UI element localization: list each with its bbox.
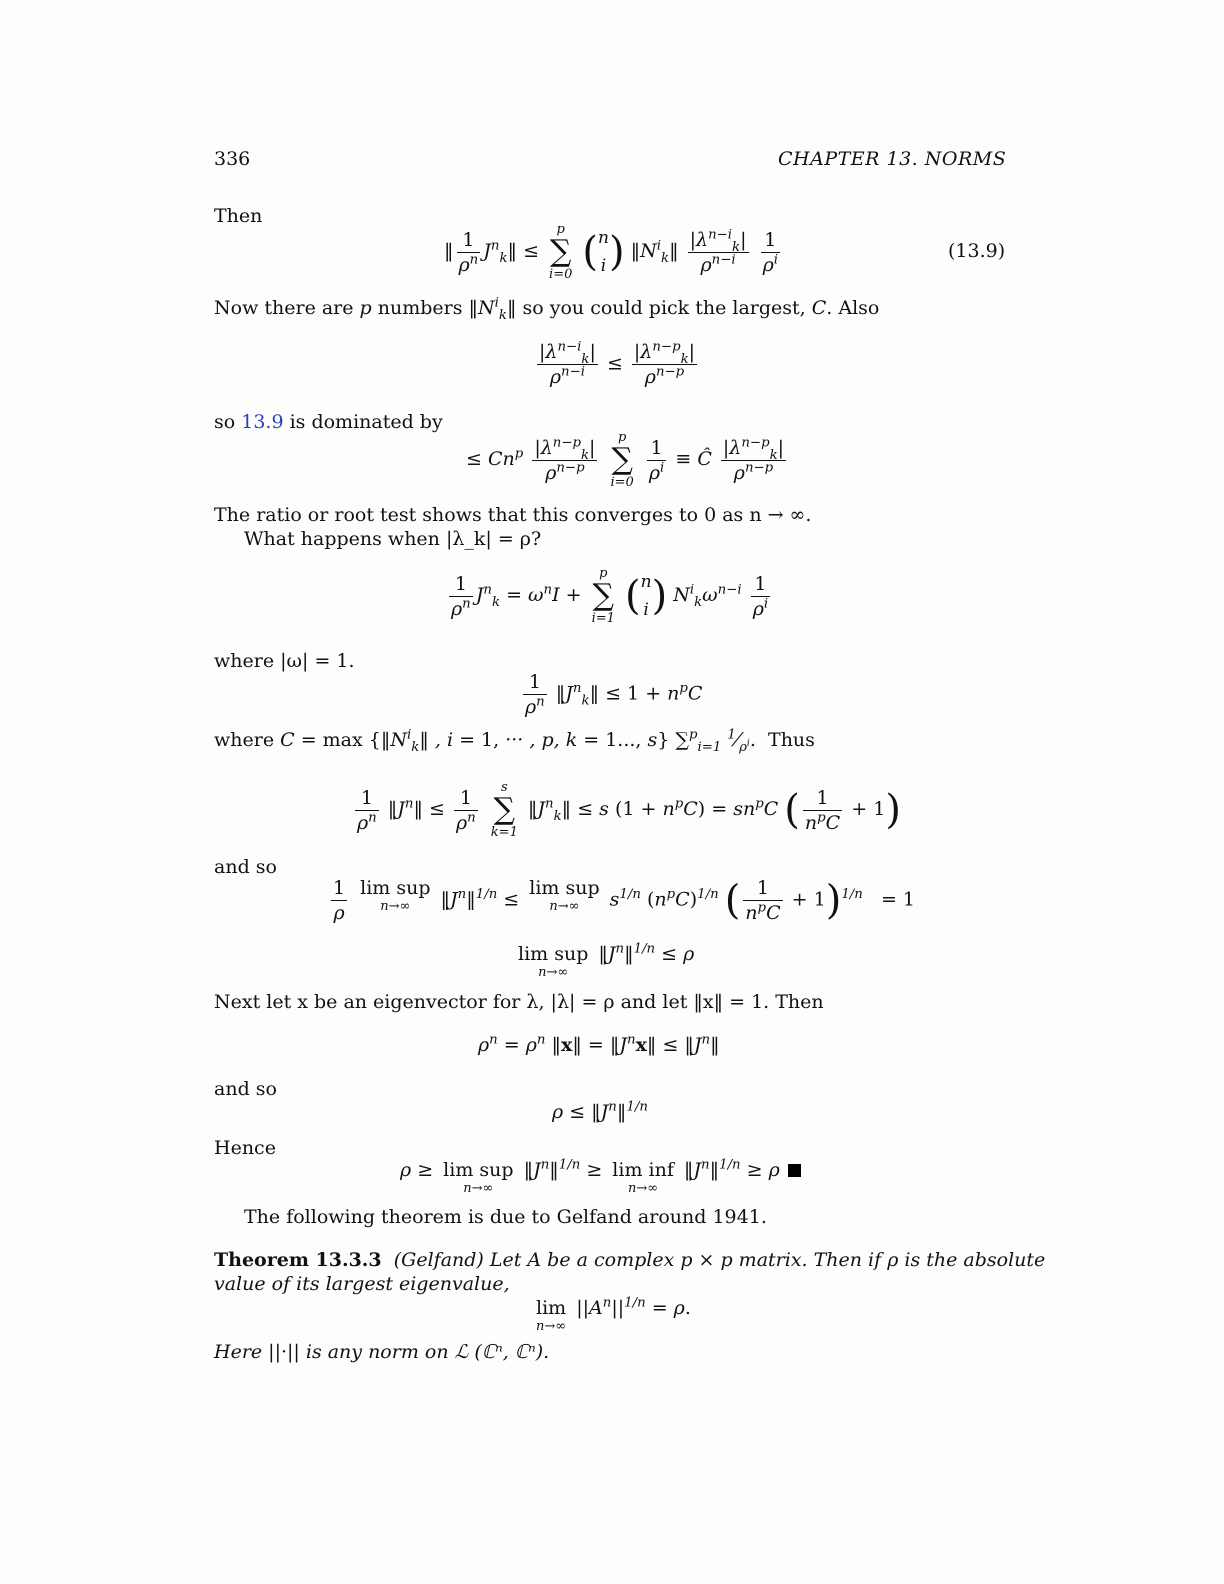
theorem-label: Theorem 13.3.3 bbox=[214, 1249, 382, 1271]
equation-number-13-9: (13.9) bbox=[948, 240, 1006, 262]
paragraph-then: Then bbox=[214, 205, 263, 227]
paragraph-where-C: where $C = \max \{‖N^i_k‖$ , i = 1, ··· , p, k = 1..., s} ∑$^p_{i=1}$ $^1⁄_{\rho^i}$. Thus bbox=[214, 727, 815, 755]
equation-sum-bound: $\frac{1}{\rho^n}$ $‖J^n‖$ ≤ $\frac{1}{\rho^n}$ s ∑ k=1 $‖J^n_k‖ \le s$ $(1 + n^pC) = sn^pC$ ( $\frac{1}{n^pC}$ + 1) bbox=[357, 780, 901, 840]
equation-dominated: ≤ $Cn^p$ $\frac{|\lambda^{n-p}_k|}{\rho^{n-p}}$ p ∑ i=0 $\frac{1}{\rho^i}$ ≡ Ĉ $\frac{|\lambda^{n-p}_k|}{\rho^{n-p}}$ bbox=[466, 430, 785, 490]
paragraph-ratio-test: The ratio or root test shows that this converges to 0 as n → ∞. bbox=[214, 504, 812, 526]
page-number: 336 bbox=[214, 148, 251, 170]
equation-reference-link[interactable]: 13.9 bbox=[241, 411, 284, 433]
equation-limsup-rho: lim sup n→∞ $‖J^n‖^{1/n} \le \rho$ bbox=[518, 941, 695, 980]
paragraph-where-omega: where |ω| = 1. bbox=[214, 650, 355, 672]
paragraph-hence: Hence bbox=[214, 1137, 276, 1159]
paragraph-following: The following theorem is due to Gelfand around 1941. bbox=[244, 1206, 767, 1228]
equation-limsup-bound: $\frac{1}{\rho}$ lim sup n→∞ $‖J^n‖^{1/n} \le \lim$ sup n→∞ $s^{1/n}$ $(n^pC)^{1/n}$ ( $\frac{1}{n^pC}$ + 1)$^{1/n}$ = 1 bbox=[333, 877, 916, 924]
theorem-norm-note: Here ||·|| is any norm on ℒ (ℂⁿ, ℂⁿ). bbox=[214, 1341, 550, 1363]
paragraph-and-so-2: and so bbox=[214, 1078, 277, 1100]
paragraph-so-dominated: so 13.9 is dominated by bbox=[214, 411, 443, 433]
equation-final-chain: ρ ≥ lim sup n→∞ $‖J^n‖^{1/n} \ge \lim$ inf n→∞ $‖J^n‖^{1/n} \ge \rho$ bbox=[400, 1158, 801, 1196]
paragraph-now-there: Now there are p numbers $‖N^i_k‖$ so you could pick the largest, C. Also bbox=[214, 295, 880, 323]
theorem-statement-line1: Theorem 13.3.3 (Gelfand) Let A be a complex p × p matrix. Then if ρ is the absolute bbox=[214, 1249, 1046, 1271]
theorem-statement-line2: value of its largest eigenvalue, bbox=[214, 1273, 510, 1295]
equation-jk-bound: $\frac{1}{\rho^n}$ $‖J^n_k‖ \le 1 + n^pC$ bbox=[525, 671, 703, 718]
qed-square-icon bbox=[788, 1164, 801, 1177]
paragraph-next-let: Next let x be an eigenvector for λ, |λ| = ρ and let ‖x‖ = 1. Then bbox=[214, 991, 824, 1013]
paragraph-what-happens: What happens when |λ_k| = ρ? bbox=[244, 528, 542, 550]
equation-omega: $\frac{1}{\rho^n}$ $J^n_k = \omega^nI$ + p ∑ i=1 ( n i ) $N^i_k\omega^{n-i}$ $\frac{1}{\rho^i}$ bbox=[451, 566, 769, 626]
equation-13-9: ‖ $\frac{1}{\rho^n}$ $J^n_k‖$ ≤ p ∑ i=0 ( n i ) $‖N^i_k‖$ $\frac{|\lambda^{n-i}_k|}{\rho^{n-i}}$ $\frac{1}{\rho^i}$ bbox=[444, 222, 778, 282]
equation-lambda-ratio: $\frac{|\lambda^{n-i}_k|}{\rho^{n-i}}$ ≤ $\frac{|\lambda^{n-p}_k|}{\rho^{n-p}}$ bbox=[539, 339, 696, 388]
chapter-header: CHAPTER 13. NORMS bbox=[778, 148, 1007, 170]
equation-rho-n: $\rho^n = \rho^n$ ‖x‖ = $‖J^nx‖$ ≤ $‖J^n‖$ bbox=[478, 1032, 720, 1056]
paragraph-and-so-1: and so bbox=[214, 856, 277, 878]
equation-gelfand: lim n→∞ $||A^n||^{1/n} = \rho$. bbox=[536, 1295, 691, 1334]
equation-rho-le: $\rho \le ‖J^n‖^{1/n}$ bbox=[552, 1099, 648, 1123]
